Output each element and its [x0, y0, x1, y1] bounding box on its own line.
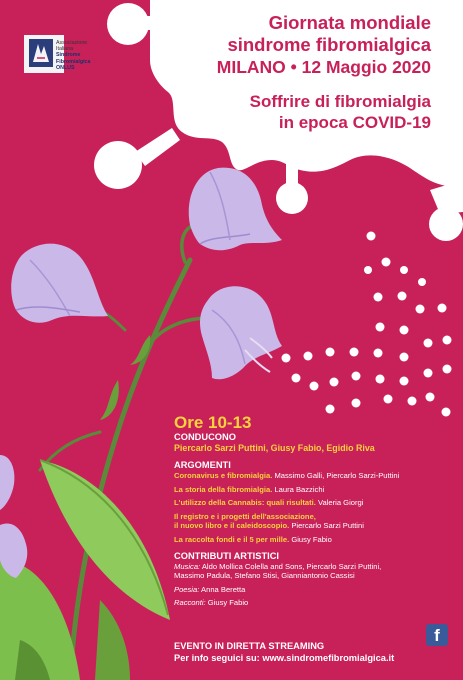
event-date: MILANO • 12 Maggio 2020 [216, 57, 431, 77]
facebook-icon[interactable]: f [426, 624, 448, 646]
streaming-notice: EVENTO IN DIRETTA STREAMING [174, 641, 325, 651]
poetry-name: Anna Beretta [199, 584, 246, 594]
topic-speaker: Massimo Galli, Piercarlo Sarzi-Puttini [272, 471, 400, 480]
virus-particles [282, 232, 452, 417]
association-logo [28, 38, 148, 78]
topic-title: Coronavirus e fibromialgia. [174, 471, 273, 480]
topic-speaker: Laura Bazzichi [272, 484, 325, 494]
footer [174, 640, 434, 664]
music-line: Massimo Padula, Stefano Stisi, Gianniantonio Cassisi [174, 571, 355, 581]
logo-line: ONLUS [56, 64, 75, 71]
artistic-heading: CONTRIBUTI ARTISTICI [174, 550, 280, 561]
topic-speaker: Valeria Giorgi [315, 498, 364, 508]
poetry-label: Poesia: [174, 584, 200, 594]
hosts-heading: CONDUCONO [174, 432, 236, 442]
topics-heading: ARGOMENTI [174, 460, 231, 470]
title-line: Giornata mondiale [268, 12, 431, 33]
subtitle-line: Soffrire di fibromialgia [249, 92, 431, 111]
bellflower-top [189, 168, 282, 251]
topic-title: La storia della fibromialgia. [174, 484, 273, 494]
hosts-names: Piercarlo Sarzi Puttini, Giusy Fabio, Egidio Riva [174, 443, 375, 453]
topic-title: L'utilizzo della Cannabis: quali risultati. [174, 498, 316, 508]
program [174, 414, 459, 608]
topic-item [174, 512, 459, 531]
music-label: Musica: [174, 561, 201, 571]
topic-speaker: Piercarlo Sarzi Puttini [289, 521, 364, 531]
topic-title: La raccolta fondi e il 5 per mille. [174, 534, 290, 544]
topic-item [174, 498, 459, 508]
topic-title: Il registro e i progetti dell'associazione, [174, 511, 316, 521]
topic-item [174, 471, 459, 481]
music-credits [174, 562, 459, 572]
logo-line: Italiana [56, 46, 74, 53]
bellflower-bottom-left [0, 455, 27, 578]
topic-title: il nuovo libro e il caleidoscopio. [174, 521, 290, 531]
logo-text [56, 40, 90, 71]
logo-mark-icon [28, 38, 54, 68]
leaves [0, 335, 170, 680]
poetry-credits [174, 585, 459, 595]
title-line: sindrome fibromialgica [227, 33, 431, 55]
subtitle-line: in epoca COVID-19 [278, 113, 431, 132]
event-subtitle [171, 91, 431, 133]
bellflower-right [200, 286, 282, 379]
logo-line: Sindrome [56, 52, 81, 59]
bellflower-left [11, 244, 108, 323]
stories-label: Racconti: [174, 598, 206, 608]
topic-item [174, 535, 459, 545]
stories-name: Giusy Fabio [205, 598, 249, 608]
stories-credits [174, 598, 459, 608]
topic-speaker: Giusy Fabio [289, 534, 332, 544]
music-line: Aldo Mollica Colella and Sons, Piercarlo Sarzi Puttini, [200, 561, 382, 571]
event-time: Ore 10-13 [174, 413, 252, 432]
topic-item [174, 485, 459, 495]
website-link[interactable]: Per info seguici su: www.sindromefibromialgica.it [174, 653, 395, 663]
logo-line: Associazione [56, 40, 88, 46]
logo-line: Fibromialgica [56, 58, 91, 65]
event-title [171, 12, 431, 55]
